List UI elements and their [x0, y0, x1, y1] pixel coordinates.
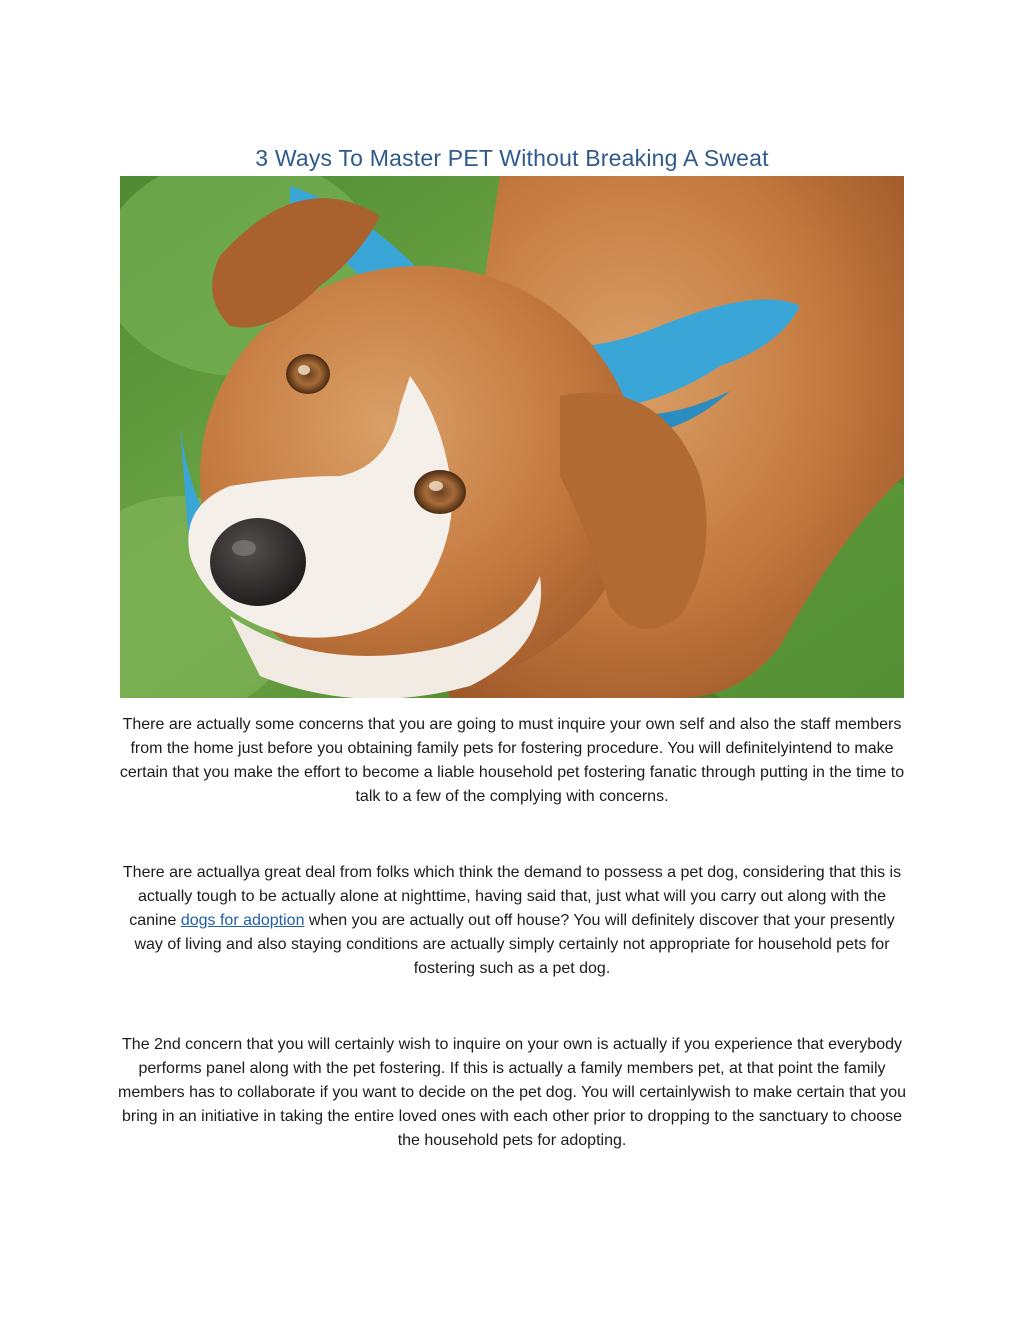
paragraph-3: The 2nd concern that you will certainly wish to inquire on your own is actually if you experience that everybody performs panel along with the pet fostering. If this is actually a family members pet, at that point the family members has to collaborate if you want to decide on the pet dog. You will certainlywish to make certain that you bring in an initiative in taking the entire loved ones with each other prior to dropping to the sanctuary to choose the household pets for adopting. [118, 1036, 906, 1149]
paragraph-1: There are actually some concerns that you are going to must inquire your own self and also the staff members from the home just before you obtaining family pets for fostering procedure. You will definitelyintend to make certain that you make the effort to become a liable household pet fostering fanatic through putting in the time to talk to a few of the complying with concerns. [119, 716, 905, 805]
dog-photo [120, 176, 904, 698]
dog-photo-icon [120, 176, 904, 698]
document-title: 3 Ways To Master PET Without Breaking A Sweat [255, 145, 769, 171]
paragraph-2-text-before: There are actuallya great deal from folks which think the demand to possess a pet dog, considering that this is actually tough to be actually alone at nighttime, having said that, just what will you carry out along with the canine [122, 864, 902, 929]
dogs-for-adoption-link[interactable]: dogs for adoption [180, 912, 305, 929]
paragraph-2-text-after: when you are actually out off house? You will definitely discover that your presently way of living and also staying conditions are actually simply certainly not appropriate for household pets for fostering such as a pet dog. [134, 912, 895, 977]
paragraph-2 [118, 861, 906, 981]
